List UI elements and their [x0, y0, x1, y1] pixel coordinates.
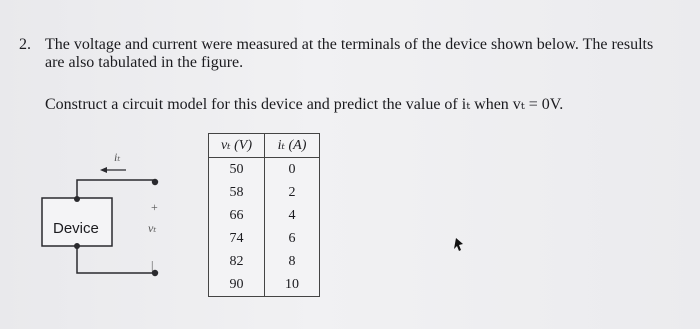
- device-label: Device: [53, 220, 99, 237]
- cell-current: 4: [265, 204, 320, 227]
- cell-voltage: 82: [209, 250, 265, 273]
- cell-current: 2: [265, 181, 320, 204]
- cell-voltage: 58: [209, 181, 265, 204]
- table-row: [209, 204, 320, 227]
- table-row: [209, 250, 320, 273]
- cell-voltage: 90: [209, 273, 265, 297]
- cursor-icon: [454, 238, 463, 251]
- table-row: [209, 227, 320, 250]
- table-row: [209, 181, 320, 204]
- device-top-node: [74, 196, 80, 202]
- plus-sign: +: [151, 200, 158, 214]
- cell-voltage: 66: [209, 204, 265, 227]
- cell-voltage: 50: [209, 158, 265, 182]
- table-row: [209, 273, 320, 297]
- table-row: [209, 158, 320, 182]
- voltage-label: vₜ: [148, 221, 157, 235]
- cell-current: 6: [265, 227, 320, 250]
- question-prompt: Construct a circuit model for this device and predict the value of iₜ when vₜ = 0V.: [45, 96, 564, 113]
- question-text-line-1: The voltage and current were measured at the terminals of the device shown below. The results: [45, 36, 654, 53]
- cell-voltage: 74: [209, 227, 265, 250]
- table-header-voltage: vₜ (V): [209, 134, 265, 158]
- device-bottom-node: [74, 243, 80, 249]
- top-wire: [77, 180, 155, 198]
- bottom-wire: [77, 246, 155, 273]
- current-arrowhead: [100, 167, 107, 173]
- cell-current: 10: [265, 273, 320, 297]
- measurement-table: [208, 133, 320, 297]
- cell-current: 0: [265, 158, 320, 182]
- cell-current: 8: [265, 250, 320, 273]
- question-number: 2.: [19, 36, 31, 53]
- current-label: iₜ: [114, 150, 121, 164]
- question-text-line-2: are also tabulated in the figure.: [45, 54, 244, 71]
- table-header-current: iₜ (A): [265, 134, 320, 158]
- minus-sign: |: [151, 258, 154, 272]
- terminal-top: [152, 179, 158, 185]
